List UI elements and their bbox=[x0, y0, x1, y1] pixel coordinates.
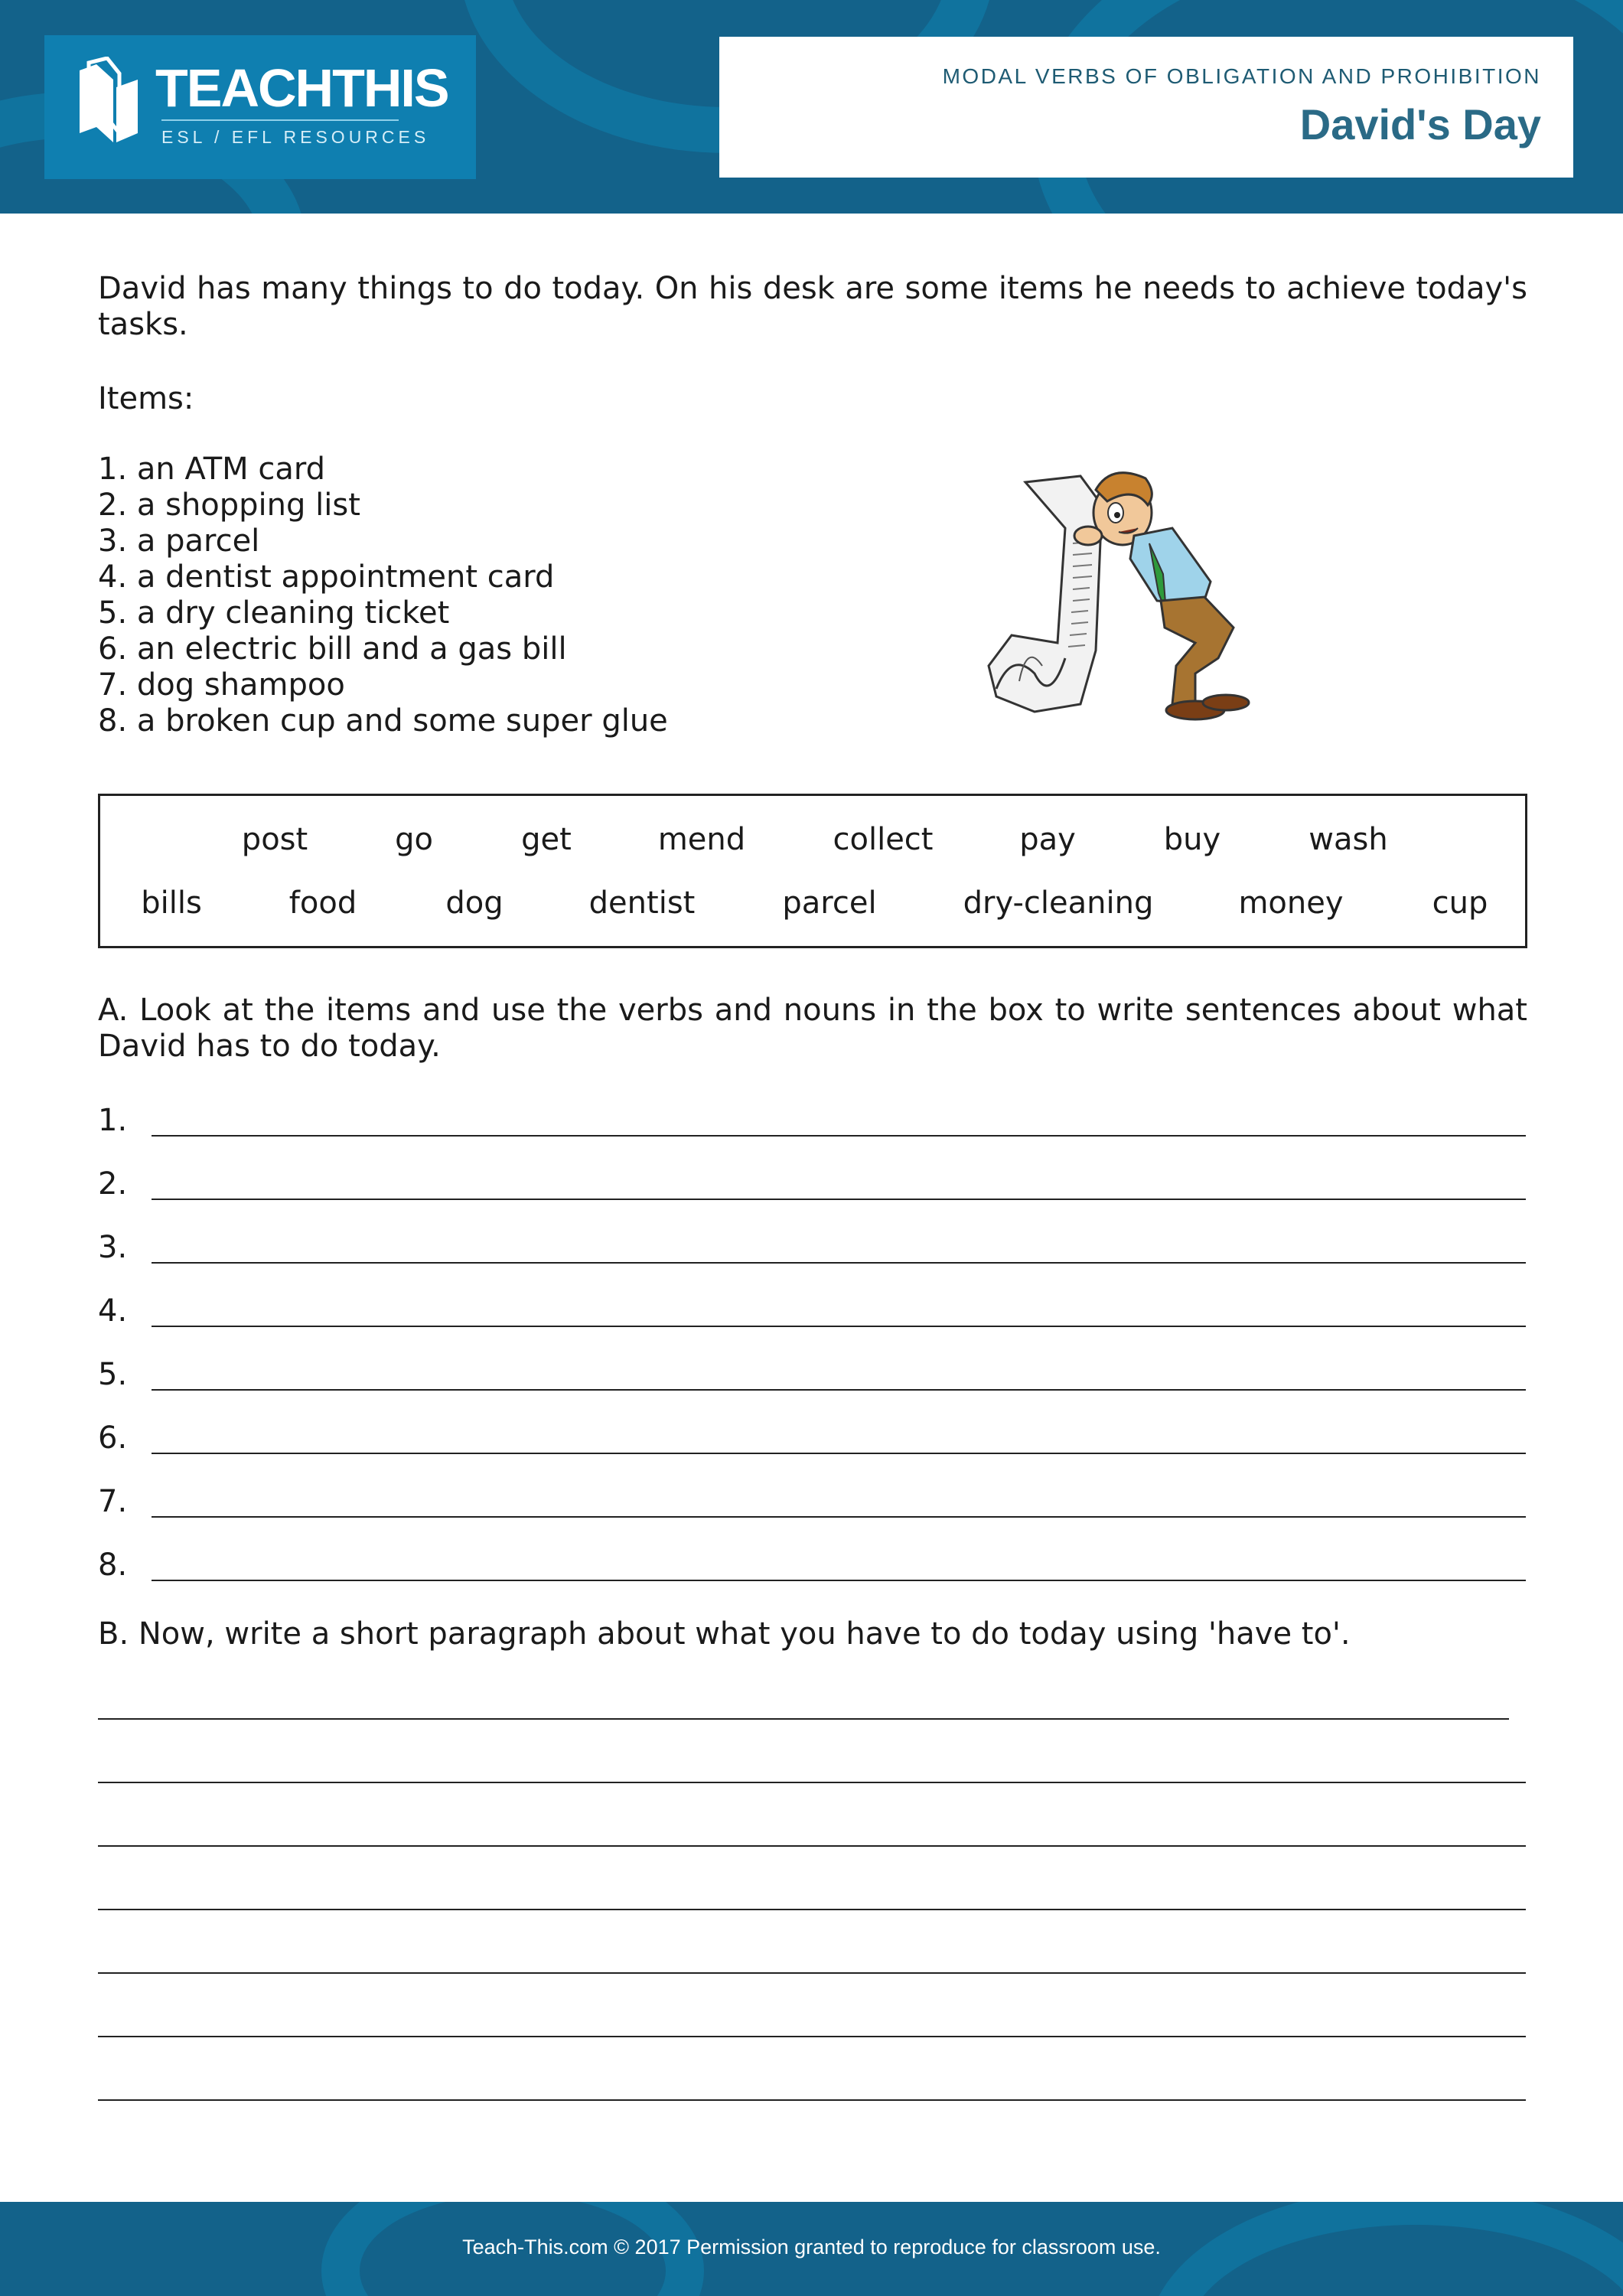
items-label: Items: bbox=[98, 381, 194, 416]
paragraph-writing-line[interactable] bbox=[98, 1909, 1526, 1910]
busy-man-illustration bbox=[966, 459, 1272, 727]
paragraph-writing-line[interactable] bbox=[98, 1972, 1526, 1974]
answer-line-4[interactable] bbox=[98, 1293, 1527, 1332]
book-icon bbox=[73, 57, 142, 147]
line-number: 4. bbox=[98, 1293, 128, 1329]
line-number: 2. bbox=[98, 1166, 128, 1202]
writing-line[interactable] bbox=[152, 1135, 1526, 1137]
answer-line-6[interactable] bbox=[98, 1420, 1527, 1459]
verb-word: get bbox=[521, 822, 572, 857]
intro-paragraph: David has many things to do today. On his desk are some items he needs to achieve today's tasks. bbox=[98, 271, 1527, 342]
writing-line[interactable] bbox=[152, 1326, 1526, 1327]
section-a-instruction: A. Look at the items and use the verbs and nouns in the box to write sentences about what David has to do today. bbox=[98, 993, 1527, 1064]
noun-word: money bbox=[1238, 885, 1344, 921]
answer-line-7[interactable] bbox=[98, 1484, 1527, 1522]
noun-word: dentist bbox=[588, 885, 696, 921]
list-item: 3. a parcel bbox=[98, 523, 260, 559]
verb-word: collect bbox=[833, 822, 934, 857]
list-item: 2. a shopping list bbox=[98, 488, 360, 523]
verb-word: mend bbox=[657, 822, 746, 857]
answer-line-2[interactable] bbox=[98, 1166, 1527, 1205]
verb-word: buy bbox=[1163, 822, 1221, 857]
section-b-instruction: B. Now, write a short paragraph about what you have to do today using 'have to'. bbox=[98, 1616, 1351, 1652]
logo-subtitle: ESL / EFL RESOURCES bbox=[161, 127, 430, 147]
line-number: 7. bbox=[98, 1484, 128, 1519]
page-header bbox=[0, 0, 1623, 214]
page-title: David's Day bbox=[1299, 100, 1541, 148]
line-number: 3. bbox=[98, 1230, 128, 1265]
logo-divider bbox=[161, 119, 399, 121]
writing-line[interactable] bbox=[152, 1580, 1526, 1581]
list-item: 1. an ATM card bbox=[98, 452, 326, 487]
noun-word: food bbox=[288, 885, 357, 921]
paragraph-writing-line[interactable] bbox=[98, 1718, 1509, 1720]
writing-line[interactable] bbox=[152, 1199, 1526, 1200]
word-box bbox=[98, 794, 1527, 948]
list-item: 8. a broken cup and some super glue bbox=[98, 703, 668, 739]
items-list bbox=[98, 452, 668, 739]
noun-word: dog bbox=[445, 885, 504, 921]
topic-kicker: MODAL VERBS OF OBLIGATION AND PROHIBITION bbox=[942, 64, 1541, 88]
writing-line[interactable] bbox=[152, 1516, 1526, 1518]
writing-line[interactable] bbox=[152, 1453, 1526, 1454]
line-number: 5. bbox=[98, 1357, 128, 1392]
paragraph-writing-line[interactable] bbox=[98, 1845, 1526, 1847]
noun-word: parcel bbox=[782, 885, 877, 921]
verb-word: wash bbox=[1309, 822, 1388, 857]
line-number: 8. bbox=[98, 1548, 128, 1583]
list-item: 4. a dentist appointment card bbox=[98, 559, 555, 595]
verb-word: pay bbox=[1019, 822, 1076, 857]
line-number: 6. bbox=[98, 1420, 128, 1456]
logo-title: TEACHTHIS bbox=[155, 58, 448, 118]
noun-word: dry-cleaning bbox=[963, 885, 1154, 921]
verb-word: post bbox=[241, 822, 308, 857]
paragraph-writing-line[interactable] bbox=[98, 2099, 1526, 2101]
list-item: 7. dog shampoo bbox=[98, 667, 345, 703]
title-box bbox=[719, 37, 1573, 178]
line-number: 1. bbox=[98, 1103, 128, 1138]
writing-line[interactable] bbox=[152, 1262, 1526, 1264]
list-item: 5. a dry cleaning ticket bbox=[98, 595, 450, 631]
teachthis-logo[interactable] bbox=[44, 35, 476, 179]
page-footer bbox=[0, 2202, 1623, 2296]
writing-line[interactable] bbox=[152, 1389, 1526, 1391]
copyright-notice: Teach-This.com © 2017 Permission granted to reproduce for classroom use. bbox=[462, 2236, 1161, 2258]
paragraph-writing-line[interactable] bbox=[98, 2036, 1526, 2037]
noun-word: bills bbox=[141, 885, 202, 921]
answer-line-8[interactable] bbox=[98, 1548, 1527, 1586]
paragraph-writing-line[interactable] bbox=[98, 1782, 1526, 1783]
noun-word: cup bbox=[1432, 885, 1488, 921]
list-item: 6. an electric bill and a gas bill bbox=[98, 631, 567, 667]
answer-line-3[interactable] bbox=[98, 1230, 1527, 1268]
nouns-row bbox=[100, 885, 1525, 924]
verb-word: go bbox=[395, 822, 433, 857]
answer-line-1[interactable] bbox=[98, 1103, 1527, 1141]
verbs-row bbox=[100, 822, 1525, 860]
answer-line-5[interactable] bbox=[98, 1357, 1527, 1395]
